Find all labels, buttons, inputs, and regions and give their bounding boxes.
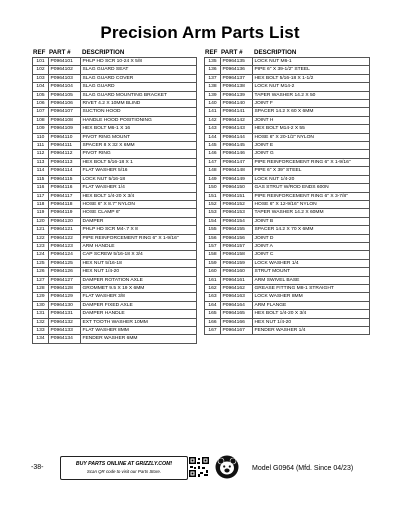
table-row xyxy=(33,150,197,158)
description-cell: HOSE 6" X 8.7" NYLON xyxy=(81,200,197,208)
description-cell: HEX BOLT 5/16-18 X 1 xyxy=(81,158,197,166)
table-row xyxy=(33,133,197,141)
description-cell: HANDLE HOOD POSITIONING xyxy=(81,116,197,124)
part-number-cell: P0964128 xyxy=(49,284,81,292)
table-row xyxy=(205,284,370,292)
page-title: Precision Arm Parts List xyxy=(100,23,300,42)
ref-cell: 150 xyxy=(205,184,221,192)
ref-cell: 106 xyxy=(33,100,49,108)
table-row xyxy=(205,91,370,99)
table-row xyxy=(205,150,370,158)
table-row xyxy=(205,293,370,301)
description-cell: JOINT C xyxy=(253,251,370,259)
ref-cell: 104 xyxy=(33,83,49,91)
table-row xyxy=(33,91,197,99)
table-row xyxy=(205,327,370,335)
table-row xyxy=(33,335,197,343)
promo-subtext: Scan QR code to visit our Parts Store. xyxy=(86,469,162,474)
promo-headline: BUY PARTS ONLINE AT GRIZZLY.COM! xyxy=(75,461,173,467)
part-number-cell: P0964160 xyxy=(221,268,253,276)
ref-cell: 167 xyxy=(205,327,221,335)
description-cell: FLAT WASHER 1/4 xyxy=(81,184,197,192)
description-cell: RIVET 4.2 X 10MM BLIND xyxy=(81,100,197,108)
table-row xyxy=(33,310,197,318)
ref-cell: 157 xyxy=(205,242,221,250)
part-number-cell: P0964120 xyxy=(49,217,81,225)
part-number-cell: P0964148 xyxy=(221,167,253,175)
table-row xyxy=(205,83,370,91)
ref-cell: 126 xyxy=(33,268,49,276)
part-number-cell: P0964146 xyxy=(221,150,253,158)
table-row xyxy=(33,175,197,183)
parts-table-left xyxy=(32,57,197,344)
part-number-cell: P0964108 xyxy=(49,116,81,124)
part-number-cell: P0964159 xyxy=(221,259,253,267)
part-number-cell: P0964130 xyxy=(49,301,81,309)
description-cell: LOCK WASHER 1/4 xyxy=(253,259,370,267)
table-row xyxy=(33,192,197,200)
part-number-cell: P0964115 xyxy=(49,175,81,183)
description-cell: HEX BOLT M14-2 X 55 xyxy=(253,125,370,133)
ref-cell: 107 xyxy=(33,108,49,116)
part-number-cell: P0964134 xyxy=(49,335,81,343)
ref-cell: 108 xyxy=(33,116,49,124)
ref-cell: 127 xyxy=(33,276,49,284)
table-row xyxy=(33,284,197,292)
ref-cell: 113 xyxy=(33,158,49,166)
part-number-cell: P0964143 xyxy=(221,125,253,133)
table-row xyxy=(33,58,197,66)
ref-cell: 166 xyxy=(205,318,221,326)
description-cell: PIVOT RING MOUNT xyxy=(81,133,197,141)
table-row xyxy=(33,209,197,217)
part-number-cell: P0964109 xyxy=(49,125,81,133)
table-row xyxy=(33,142,197,150)
description-cell: HEX BOLT M6-1 X 16 xyxy=(81,125,197,133)
description-cell: CAP SCREW 5/16-18 X 3/4 xyxy=(81,251,197,259)
part-number-cell: P0964161 xyxy=(221,276,253,284)
table-row xyxy=(33,74,197,82)
part-number-cell: P0964140 xyxy=(221,100,253,108)
table-row xyxy=(205,108,370,116)
description-cell: FENDER WASHER 1/4 xyxy=(253,327,370,335)
table-row xyxy=(205,242,370,250)
description-cell: GAS STRUT W/ROD ENDS 600N xyxy=(253,184,370,192)
ref-cell: 159 xyxy=(205,259,221,267)
table-row xyxy=(205,175,370,183)
table-row xyxy=(205,200,370,208)
table-row xyxy=(33,259,197,267)
part-header: PART # xyxy=(221,49,243,56)
description-cell: GROMMET 9.5 X 19 X 6MM xyxy=(81,284,197,292)
part-number-cell: P0964119 xyxy=(49,209,81,217)
description-cell: FLAT WASHER 3/8 xyxy=(81,293,197,301)
part-number-cell: P0964116 xyxy=(49,184,81,192)
description-cell: DAMPER FIXED AXLE xyxy=(81,301,197,309)
description-cell: SLAG GUARD xyxy=(81,83,197,91)
description-header: DESCRIPTION xyxy=(254,49,297,56)
part-number-cell: P0964151 xyxy=(221,192,253,200)
qr-code-icon xyxy=(188,456,210,478)
ref-cell: 164 xyxy=(205,301,221,309)
part-number-cell: P0964122 xyxy=(49,234,81,242)
part-number-cell: P0964117 xyxy=(49,192,81,200)
table-row xyxy=(205,226,370,234)
ref-cell: 152 xyxy=(205,200,221,208)
description-cell: HOSE 6" X 20-1/2" NYLON xyxy=(253,133,370,141)
description-cell: JOINT A xyxy=(253,242,370,250)
ref-cell: 122 xyxy=(33,234,49,242)
table-row xyxy=(205,192,370,200)
description-cell: FENDER WASHER 6MM xyxy=(81,335,197,343)
part-number-cell: P0964124 xyxy=(49,251,81,259)
ref-cell: 147 xyxy=(205,158,221,166)
ref-cell: 165 xyxy=(205,310,221,318)
parts-table-right xyxy=(204,57,370,335)
page-number: -38- xyxy=(31,464,44,471)
part-number-cell: P0964164 xyxy=(221,301,253,309)
ref-cell: 148 xyxy=(205,167,221,175)
ref-cell: 156 xyxy=(205,234,221,242)
part-number-cell: P0964114 xyxy=(49,167,81,175)
ref-cell: 141 xyxy=(205,108,221,116)
ref-cell: 105 xyxy=(33,91,49,99)
ref-cell: 136 xyxy=(205,66,221,74)
description-cell: PHLP HD SCR M4-.7 X 8 xyxy=(81,226,197,234)
description-cell: JOINT E xyxy=(253,142,370,150)
table-row xyxy=(205,133,370,141)
ref-cell: 142 xyxy=(205,116,221,124)
part-number-cell: P0964150 xyxy=(221,184,253,192)
part-number-cell: P0964156 xyxy=(221,234,253,242)
table-row xyxy=(33,66,197,74)
ref-cell: 114 xyxy=(33,167,49,175)
part-number-cell: P0964145 xyxy=(221,142,253,150)
description-cell: JOINT B xyxy=(253,217,370,225)
part-number-cell: P0964127 xyxy=(49,276,81,284)
description-cell: DAMPER HANDLE xyxy=(81,310,197,318)
part-header: PART # xyxy=(49,49,71,56)
description-cell: PIPE REINFORCEMENT RING 6" X 1-9/16" xyxy=(81,234,197,242)
description-cell: PIPE REINFORCEMENT RING 6" X 3-7/8" xyxy=(253,192,370,200)
table-row xyxy=(205,66,370,74)
part-number-cell: P0964154 xyxy=(221,217,253,225)
description-cell: HEX BOLT 1/4-20 X 3/4 xyxy=(253,310,370,318)
description-cell: HEX BOLT 5/16-18 X 1-1/2 xyxy=(253,74,370,82)
table-row xyxy=(33,167,197,175)
ref-cell: 120 xyxy=(33,217,49,225)
part-number-cell: P0964125 xyxy=(49,259,81,267)
table-row xyxy=(205,310,370,318)
ref-cell: 102 xyxy=(33,66,49,74)
part-number-cell: P0964102 xyxy=(49,66,81,74)
ref-cell: 154 xyxy=(205,217,221,225)
part-number-cell: P0964147 xyxy=(221,158,253,166)
table-row xyxy=(205,58,370,66)
part-number-cell: P0964104 xyxy=(49,83,81,91)
description-cell: PHLP HD SCR 10-24 X 5/8 xyxy=(81,58,197,66)
table-row xyxy=(33,125,197,133)
table-row xyxy=(33,100,197,108)
ref-cell: 146 xyxy=(205,150,221,158)
description-cell: PIPE 6" X 39-1/2" STEEL xyxy=(253,66,370,74)
description-cell: TAPER WASHER 14.2 X 60MM xyxy=(253,209,370,217)
description-cell: STRUT MOUNT xyxy=(253,268,370,276)
part-number-cell: P0964139 xyxy=(221,91,253,99)
description-cell: SPACER 8 X 32 X 6MM xyxy=(81,142,197,150)
table-row xyxy=(33,234,197,242)
description-cell: TAPER WASHER 14.2 X 50 xyxy=(253,91,370,99)
table-row xyxy=(33,268,197,276)
table-row xyxy=(205,158,370,166)
part-number-cell: P0964163 xyxy=(221,293,253,301)
ref-cell: 116 xyxy=(33,184,49,192)
description-cell: SPACER 14.2 X 70 X 6MM xyxy=(253,226,370,234)
table-row xyxy=(205,217,370,225)
ref-cell: 151 xyxy=(205,192,221,200)
ref-cell: 139 xyxy=(205,91,221,99)
ref-cell: 145 xyxy=(205,142,221,150)
part-number-cell: P0964138 xyxy=(221,83,253,91)
description-cell: PIPE 6" X 39" STEEL xyxy=(253,167,370,175)
description-cell: HEX BOLT 1/4-20 X 3/4 xyxy=(81,192,197,200)
table-row xyxy=(33,318,197,326)
description-cell: FLAT WASHER 8MM xyxy=(81,327,197,335)
part-number-cell: P0964107 xyxy=(49,108,81,116)
description-cell: EXT TOOTH WASHER 10MM xyxy=(81,318,197,326)
description-cell: SPACER 14.2 X 60 X 6MM xyxy=(253,108,370,116)
ref-cell: 137 xyxy=(205,74,221,82)
model-info: Model G0964 (Mfd. Since 04/23) xyxy=(252,465,354,472)
part-number-cell: P0964132 xyxy=(49,318,81,326)
table-row xyxy=(205,184,370,192)
part-number-cell: P0964153 xyxy=(221,209,253,217)
description-cell: SLAG GUARD SEAT xyxy=(81,66,197,74)
ref-cell: 123 xyxy=(33,242,49,250)
description-cell: LOCK NUT M14-2 xyxy=(253,83,370,91)
ref-cell: 124 xyxy=(33,251,49,259)
ref-cell: 140 xyxy=(205,100,221,108)
part-number-cell: P0964162 xyxy=(221,284,253,292)
part-number-cell: P0964110 xyxy=(49,133,81,141)
table-row xyxy=(33,276,197,284)
part-number-cell: P0964118 xyxy=(49,200,81,208)
ref-cell: 135 xyxy=(205,58,221,66)
ref-cell: 133 xyxy=(33,327,49,335)
table-row xyxy=(205,234,370,242)
table-row xyxy=(33,83,197,91)
parts-store-promo xyxy=(60,456,188,480)
description-cell: HEX NUT 5/16-18 xyxy=(81,259,197,267)
ref-cell: 103 xyxy=(33,74,49,82)
table-row xyxy=(33,226,197,234)
description-cell: HOSE CLAMP 6" xyxy=(81,209,197,217)
ref-cell: 125 xyxy=(33,259,49,267)
description-cell: JOINT G xyxy=(253,150,370,158)
part-number-cell: P0964152 xyxy=(221,200,253,208)
ref-cell: 111 xyxy=(33,142,49,150)
description-cell: LOCK NUT 5/16-18 xyxy=(81,175,197,183)
ref-cell: 160 xyxy=(205,268,221,276)
part-number-cell: P0964157 xyxy=(221,242,253,250)
description-cell: JOINT D xyxy=(253,234,370,242)
part-number-cell: P0964105 xyxy=(49,91,81,99)
description-cell: LOCK NUT M6-1 xyxy=(253,58,370,66)
ref-cell: 101 xyxy=(33,58,49,66)
part-number-cell: P0964126 xyxy=(49,268,81,276)
table-row xyxy=(33,116,197,124)
ref-cell: 130 xyxy=(33,301,49,309)
table-row xyxy=(205,259,370,267)
ref-header: REF xyxy=(205,49,218,56)
ref-cell: 138 xyxy=(205,83,221,91)
ref-cell: 158 xyxy=(205,251,221,259)
ref-cell: 149 xyxy=(205,175,221,183)
table-row xyxy=(33,242,197,250)
table-row xyxy=(33,217,197,225)
table-row xyxy=(205,125,370,133)
table-row xyxy=(205,209,370,217)
ref-cell: 118 xyxy=(33,200,49,208)
ref-cell: 131 xyxy=(33,310,49,318)
description-cell: ARM HANDLE xyxy=(81,242,197,250)
ref-cell: 115 xyxy=(33,175,49,183)
description-cell: GREASE FITTING M8-1 STRAIGHT xyxy=(253,284,370,292)
table-row xyxy=(33,293,197,301)
description-cell: HEX NUT 1/4-20 xyxy=(81,268,197,276)
part-number-cell: P0964129 xyxy=(49,293,81,301)
part-number-cell: P0964141 xyxy=(221,108,253,116)
table-row xyxy=(205,268,370,276)
description-cell: PIPE REINFORCEMENT RING 6" X 1-9/16" xyxy=(253,158,370,166)
part-number-cell: P0964103 xyxy=(49,74,81,82)
ref-cell: 144 xyxy=(205,133,221,141)
ref-cell: 121 xyxy=(33,226,49,234)
table-row xyxy=(205,276,370,284)
table-row xyxy=(205,318,370,326)
description-cell: LOCK WASHER 8MM xyxy=(253,293,370,301)
part-number-cell: P0964158 xyxy=(221,251,253,259)
ref-cell: 117 xyxy=(33,192,49,200)
ref-header: REF xyxy=(33,49,46,56)
table-row xyxy=(205,142,370,150)
ref-cell: 129 xyxy=(33,293,49,301)
part-number-cell: P0964144 xyxy=(221,133,253,141)
part-number-cell: P0964137 xyxy=(221,74,253,82)
part-number-cell: P0964112 xyxy=(49,150,81,158)
table-row xyxy=(33,327,197,335)
description-cell: PIVOT RING xyxy=(81,150,197,158)
description-cell: SLAG GUARD MOUNTING BRACKET xyxy=(81,91,197,99)
table-row xyxy=(205,167,370,175)
description-cell: ARM FLANGE xyxy=(253,301,370,309)
ref-cell: 109 xyxy=(33,125,49,133)
ref-cell: 132 xyxy=(33,318,49,326)
ref-cell: 153 xyxy=(205,209,221,217)
ref-cell: 112 xyxy=(33,150,49,158)
description-cell: HEX NUT 1/4-20 xyxy=(253,318,370,326)
part-number-cell: P0964133 xyxy=(49,327,81,335)
description-cell: LOCK NUT 1/4-20 xyxy=(253,175,370,183)
table-row xyxy=(205,116,370,124)
description-cell: FLAT WASHER 5/16 xyxy=(81,167,197,175)
table-row xyxy=(33,301,197,309)
description-cell: SLAG GUARD COVER xyxy=(81,74,197,82)
part-number-cell: P0964165 xyxy=(221,310,253,318)
table-row xyxy=(33,108,197,116)
part-number-cell: P0964121 xyxy=(49,226,81,234)
description-header: DESCRIPTION xyxy=(82,49,125,56)
table-row xyxy=(33,158,197,166)
table-row xyxy=(33,200,197,208)
table-row xyxy=(205,251,370,259)
part-number-cell: P0964113 xyxy=(49,158,81,166)
description-cell: HOSE 6" X 12-9/16" NYLON xyxy=(253,200,370,208)
table-row xyxy=(33,184,197,192)
table-row xyxy=(205,74,370,82)
part-number-cell: P0964135 xyxy=(221,58,253,66)
ref-cell: 134 xyxy=(33,335,49,343)
part-number-cell: P0964155 xyxy=(221,226,253,234)
part-number-cell: P0964106 xyxy=(49,100,81,108)
part-number-cell: P0964101 xyxy=(49,58,81,66)
part-number-cell: P0964111 xyxy=(49,142,81,150)
table-row xyxy=(33,251,197,259)
part-number-cell: P0964131 xyxy=(49,310,81,318)
table-row xyxy=(205,100,370,108)
ref-cell: 119 xyxy=(33,209,49,217)
part-number-cell: P0964142 xyxy=(221,116,253,124)
ref-cell: 161 xyxy=(205,276,221,284)
description-cell: ARM SWIVEL BASE xyxy=(253,276,370,284)
ref-cell: 163 xyxy=(205,293,221,301)
description-cell: DAMPER xyxy=(81,217,197,225)
description-cell: DAMPER ROTATION AXLE xyxy=(81,276,197,284)
part-number-cell: P0964136 xyxy=(221,66,253,74)
ref-cell: 162 xyxy=(205,284,221,292)
description-cell: JOINT F xyxy=(253,100,370,108)
ref-cell: 155 xyxy=(205,226,221,234)
description-cell: SUCTION HOOD xyxy=(81,108,197,116)
ref-cell: 143 xyxy=(205,125,221,133)
grizzly-bear-logo-icon xyxy=(215,455,239,479)
table-row xyxy=(205,301,370,309)
part-number-cell: P0964167 xyxy=(221,327,253,335)
part-number-cell: P0964166 xyxy=(221,318,253,326)
ref-cell: 110 xyxy=(33,133,49,141)
description-cell: JOINT H xyxy=(253,116,370,124)
part-number-cell: P0964149 xyxy=(221,175,253,183)
part-number-cell: P0964123 xyxy=(49,242,81,250)
ref-cell: 128 xyxy=(33,284,49,292)
